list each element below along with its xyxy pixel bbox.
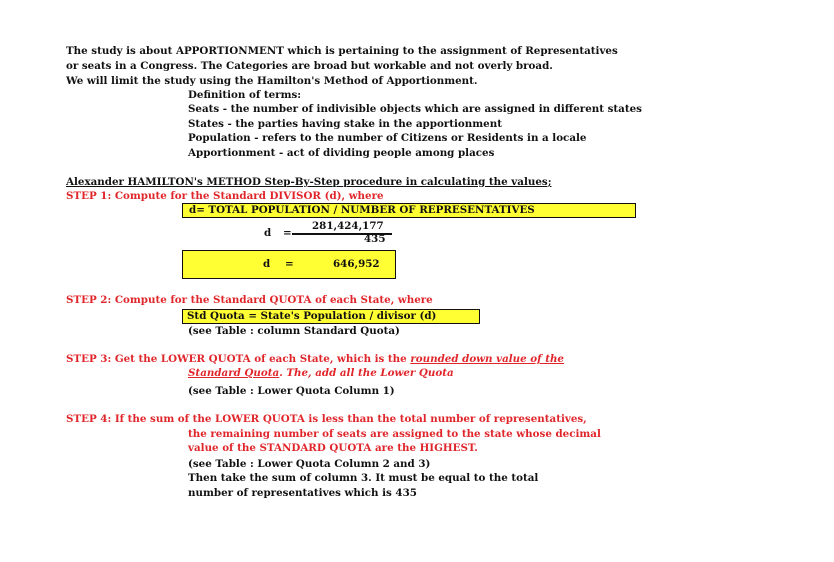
- step3-note: (see Table : Lower Quota Column 1): [188, 385, 395, 397]
- step4-line-4: (see Table : Lower Quota Column 2 and 3): [188, 458, 431, 470]
- step2-title: STEP 2: Compute for the Standard QUOTA of each State, where: [66, 294, 433, 306]
- step1-equals: =: [283, 227, 292, 239]
- step3-standard-quota: Standard Quota: [188, 367, 280, 379]
- step3-line2-rest: . The, add all the Lower Quota: [279, 367, 454, 379]
- step3-title: [66, 353, 564, 366]
- intro-line-2: or seats in a Congress. The Categories are broad but workable and not overly broad.: [66, 60, 553, 72]
- step1-d-label: d: [264, 227, 272, 239]
- step4-line-3: value of the STANDARD QUOTA are the HIGHEST.: [188, 442, 478, 454]
- step4-line-6: number of representatives which is 435: [188, 487, 417, 499]
- step4-title: STEP 4: If the sum of the LOWER QUOTA is less than the total number of representatives,: [66, 413, 587, 425]
- step2-formula-text: Std Quota = State's Population / divisor (d): [187, 310, 437, 322]
- step1-result-label: d: [263, 258, 271, 270]
- step1-numerator: 281,424,177: [312, 220, 384, 232]
- step1-denominator: 435: [364, 233, 386, 245]
- step3-title-start: STEP 3: Get the LOWER QUOTA of each State, which is the: [66, 353, 411, 365]
- step2-formula-box: [182, 309, 480, 324]
- definitions-heading: Definition of terms:: [188, 89, 302, 101]
- step1-result-equals: =: [285, 258, 294, 270]
- step1-formula-box: [182, 203, 636, 218]
- step1-result-box: [182, 250, 396, 279]
- step1-title: STEP 1: Compute for the Standard DIVISOR (d), where: [66, 190, 384, 202]
- definition-states: States - the parties having stake in the apportionment: [188, 118, 502, 130]
- method-heading: Alexander HAMILTON's METHOD Step-By-Step procedure in calculating the values;: [66, 176, 552, 188]
- step4-line-2: the remaining number of seats are assigned to the state whose decimal: [188, 428, 601, 440]
- step1-formula-text: d= TOTAL POPULATION / NUMBER OF REPRESENTATIVES: [189, 204, 535, 216]
- intro-line-3: We will limit the study using the Hamilton's Method of Apportionment.: [66, 75, 478, 87]
- step3-title-emph: rounded down value of the: [410, 353, 564, 365]
- step1-result-value: 646,952: [333, 258, 380, 270]
- step3-line-2: [188, 367, 454, 380]
- definition-population: Population - refers to the number of Citizens or Residents in a locale: [188, 132, 587, 144]
- step2-note: (see Table : column Standard Quota): [188, 325, 400, 337]
- definition-apportionment: Apportionment - act of dividing people among places: [188, 147, 495, 159]
- step4-line-5: Then take the sum of column 3. It must be equal to the total: [188, 472, 539, 484]
- definition-seats: Seats - the number of indivisible objects which are assigned in different states: [188, 103, 642, 115]
- intro-line-1: The study is about APPORTIONMENT which is pertaining to the assignment of Representatives: [66, 45, 618, 57]
